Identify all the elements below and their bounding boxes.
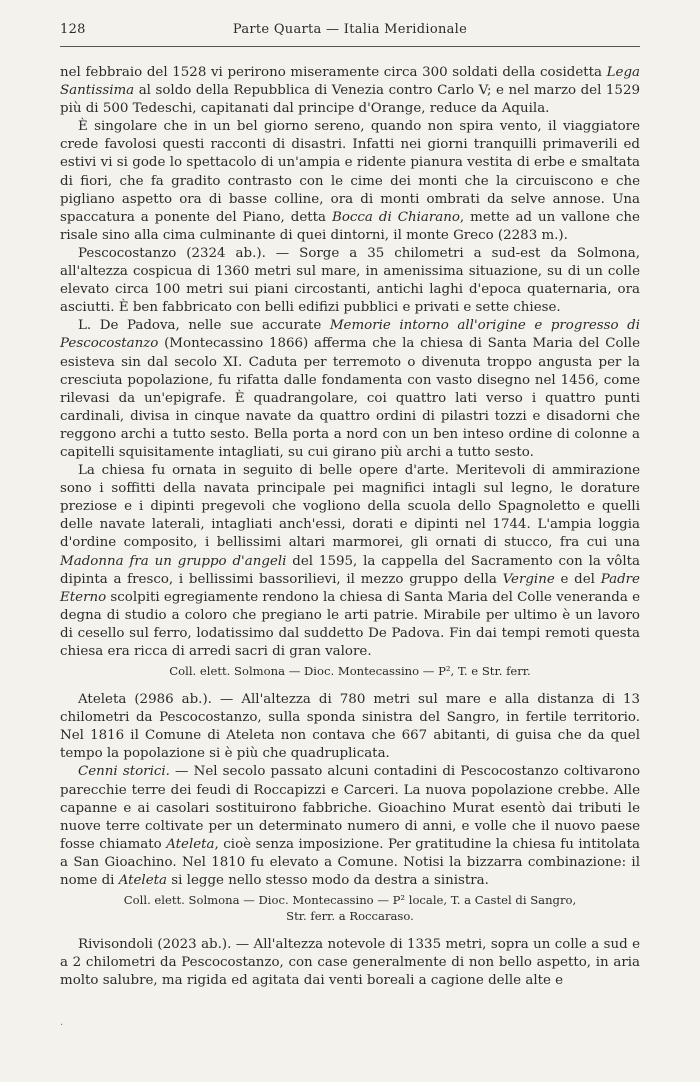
- header-rule: [60, 46, 640, 47]
- running-title: Parte Quarta — Italia Meridionale: [232, 22, 468, 37]
- paragraph-cenni-storici: Cenni storici. — Nel secolo passato alcuni contadini di Pescocostanzo coltivarono parecchie terre dei feudi di Roccapizzi e Carceri. La nuova popolazione crebbe. Alle capanne e ai casolari sostituirono fabbriche. Gioachino Murat esentò dai tributi le nuove terre coltivate per un determinato numero di anni, e volle che il nuovo paese fosse chiamato Ateleta, cioè senza imposizione. Per gratitudine la chiesa fu intitolata a San Gioachino. Nel 1810 fu elevato a Comune. Notisi la bizzarra combinazione: il nome di Ateleta si legge nello stesso modo da destra a sinistra.: [60, 764, 641, 889]
- page-header: [60, 22, 640, 42]
- paragraph-rivisondoli: Rivisondoli (2023 ab.). — All'altezza notevole di 1335 metri, sopra un colle a sud e a 2 chilometri da Pescocostanzo, con case generalmente di non bello aspetto, in aria molto salubre, ma rigida ed agitata dai venti boreali a cagione delle alte e: [60, 937, 640, 989]
- collegio-note-line-2: Str. ferr. a Roccaraso.: [286, 909, 414, 924]
- paragraph-chiesa: La chiesa fu ornata in seguito di belle opere d'arte. Meritevoli di ammirazione sono i soffitti della navata principale pei magnifici intagli sul legno, le dorature preziose e i dipinti pregevoli che vogliono della scuola dello Spagnoletto e quelli delle navate laterali, intagliati anch'essi, dorati e dipinti nel 1744. L'ampia loggia d'ordine composito, i bellissimi altari marmorei, gli ornati di stucco, fra cui una Madonna fra un gruppo d'angeli del 1595, la cappella del Sacramento con la vôlta dipinta a fresco, i bellissimi bassorilievi, il mezzo gruppo della Vergine e del Padre Eterno scolpiti egregiamente rendono la chiesa di Santa Maria del Colle veneranda e degna di studio a coloro che pregiano le arti patrie. Mirabile per ultimo è un lavoro di cesello sul ferro, lodatissimo dal suddetto De Padova. Fin dai tempi remoti questa chiesa era ricca di arredi sacri di gran valore.: [60, 463, 640, 659]
- paragraph-2: È singolare che in un bel giorno sereno, quando non spira vento, il viaggiatore crede favolosi questi racconti di disastri. Infatti nei giorni tranquilli primaverili ed estivi vi si gode lo spettacolo di un'ampia e ridente pianura vestita di erbe e smaltata di fiori, che fa gradito contrasto con le cime dei monti che la circuiscono e che pigliano aspetto ora di basse colline, ora di monti ombrati da selve annose. Una spaccatura a ponente del Piano, detta Bocca di Chiarano, mette ad un vallone che risale sino alla cima culminante di quei dintorni, il monte Greco (2283 m.).: [60, 119, 640, 243]
- collegio-note-ateleta: [60, 892, 640, 924]
- collegio-note-pescocostanzo: Coll. elett. Solmona — Dioc. Montecassino — P², T. e Str. ferr.: [169, 664, 531, 679]
- margin-speck: ·: [60, 1020, 64, 1031]
- paragraph-pescocostanzo: Pescocostanzo (2324 ab.). — Sorge a 35 chilometri a sud-est da Solmona, all'altezza cospicua di 1360 metri sul mare, in amenissima situazione, su di un colle elevato circa 100 metri sui piani circostanti, antichi laghi d'epoca quaternaria, ora asciutti. È ben fabbricato con belli edifizi pubblici e privati e sette chiese.: [60, 245, 640, 316]
- collegio-note-line-1: Coll. elett. Solmona — Dioc. Montecassino — P² locale, T. a Castel di Sangro,: [123, 893, 577, 908]
- paragraph-de-padova: L. De Padova, nelle sue accurate Memorie intorno all'origine e progresso di Pescocostanzo (Montecassino 1866) afferma che la chiesa di Santa Maria del Colle esisteva sin dal secolo XI. Caduta per terremoto o divenuta troppo angusta per la cresciuta popolazione, fu rifatta dalle fondamenta con vasto disegno nel 1456, come rilevasi da un'epigrafe. È quadrangolare, coi quattro lati verso i quattro punti cardinali, divisa in cinque navate da quattro ordini di pilastri tozzi e disadorni che reggono archi a tutto sesto. Bella porta a nord con un ben inteso ordine di colonne a capitelli squisitamente intagliati, su cui girano più archi a tutto sesto.: [60, 318, 640, 460]
- page-body: [60, 64, 640, 990]
- paragraph-ateleta: Ateleta (2986 ab.). — All'altezza di 780 metri sul mare e alla distanza di 13 chilometri da Pescocostanzo, sulla sponda sinistra del Sangro, in fertile territorio. Nel 1816 il Comune di Ateleta non contava che 667 abitanti, di guisa che da quel tempo la popolazione si è più che quadruplicata.: [60, 692, 640, 762]
- page-number: 128: [60, 22, 86, 37]
- paragraph-1: nel febbraio del 1528 vi perirono miseramente circa 300 soldati della cosidetta Lega Santissima al soldo della Repubblica di Venezia contro Carlo V; e nel marzo del 1529 più di 500 Tedeschi, capitanati dal principe d'Orange, reduce da Aquila.: [60, 65, 640, 117]
